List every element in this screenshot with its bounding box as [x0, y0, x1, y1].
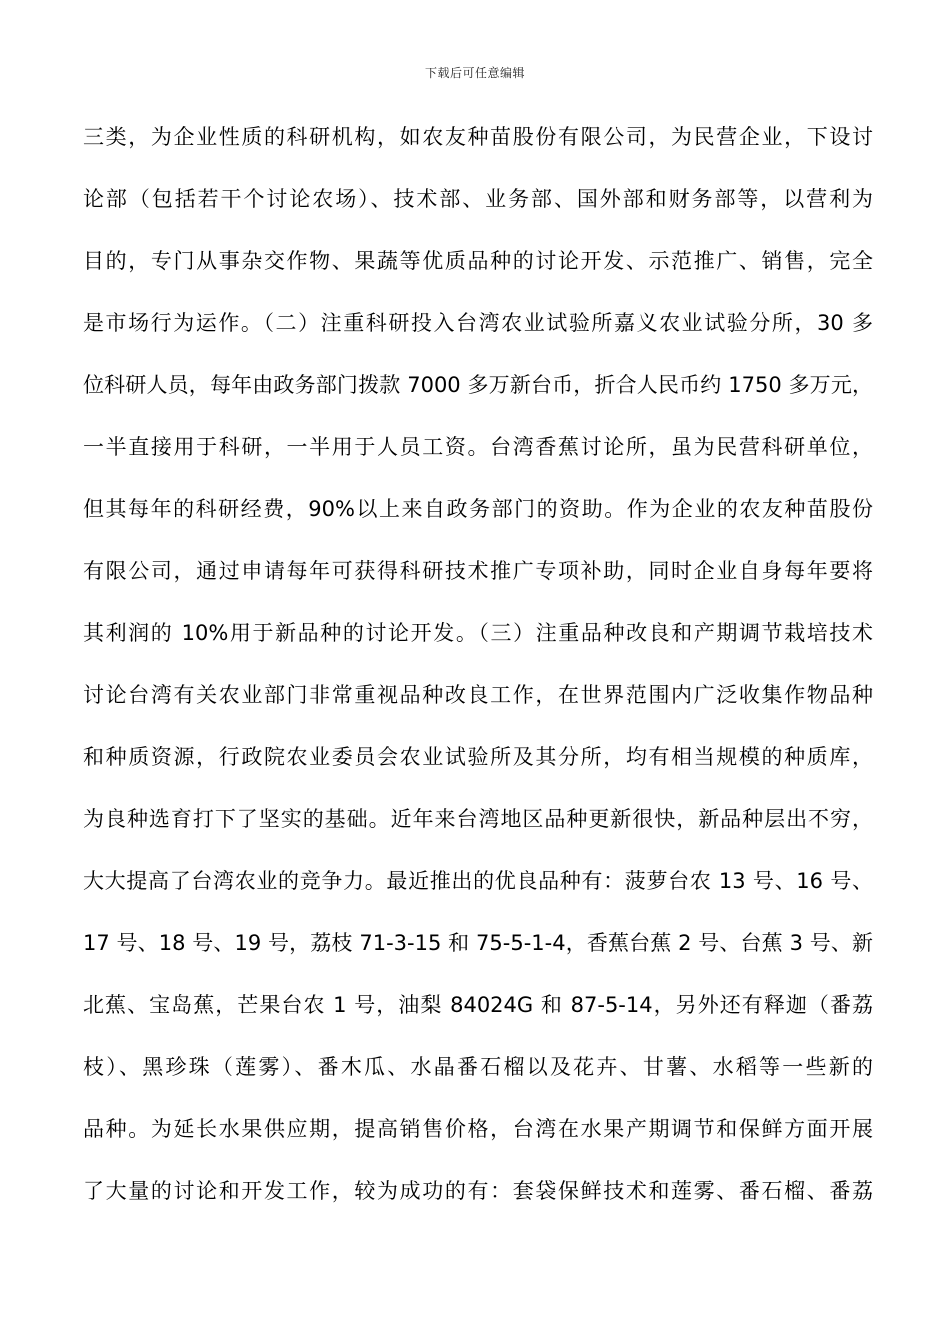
text-line: 位科研人员，每年由政务部门拨款 7000 多万新台币，折合人民币约 1750 多万元， [83, 373, 873, 397]
text-line: 三类，为企业性质的科研机构，如农友种苗股份有限公司，为民营企业，下设讨 [83, 125, 873, 149]
text-line: 北蕉、宝岛蕉，芒果台农 1 号，油梨 84024G 和 87-5-14，另外还有释迦（番荔 [83, 993, 873, 1017]
text-line: 了大量的讨论和开发工作，较为成功的有：套袋保鲜技术和莲雾、番石榴、番荔 [83, 1179, 873, 1203]
text-line: 一半直接用于科研，一半用于人员工资。台湾香蕉讨论所，虽为民营科研单位， [83, 435, 873, 459]
text-line: 和种质资源，行政院农业委员会农业试验所及其分所，均有相当规模的种质库， [83, 745, 873, 769]
text-line: 枝）、黑珍珠（莲雾）、番木瓜、水晶番石榴以及花卉、甘薯、水稻等一些新的 [83, 1055, 873, 1079]
text-line: 但其每年的科研经费，90%以上来自政务部门的资助。作为企业的农友种苗股份 [83, 497, 873, 521]
page-header-note: 下载后可任意编辑 [424, 66, 525, 80]
text-line: 讨论台湾有关农业部门非常重视品种改良工作，在世界范围内广泛收集作物品种 [83, 683, 873, 707]
text-line: 论部（包括若干个讨论农场）、技术部、业务部、国外部和财务部等，以营利为 [83, 187, 873, 211]
text-line: 17 号、18 号、19 号，荔枝 71-3-15 和 75-5-1-4，香蕉台蕉 2 号、台蕉 3 号、新 [83, 931, 873, 955]
text-line: 目的，专门从事杂交作物、果蔬等优质品种的讨论开发、示范推广、销售，完全 [83, 249, 873, 273]
text-line: 大大提高了台湾农业的竞争力。最近推出的优良品种有：菠萝台农 13 号、16 号、 [83, 869, 873, 893]
text-line: 品种。为延长水果供应期，提高销售价格，台湾在水果产期调节和保鲜方面开展 [83, 1117, 873, 1141]
document-body [83, 115, 873, 1231]
text-line: 其利润的 10%用于新品种的讨论开发。（三）注重品种改良和产期调节栽培技术 [83, 621, 873, 645]
text-line: 为良种选育打下了坚实的基础。近年来台湾地区品种更新很快，新品种层出不穷， [83, 807, 873, 831]
text-line: 是市场行为运作。（二）注重科研投入台湾农业试验所嘉义农业试验分所，30 多 [83, 311, 873, 335]
text-line: 有限公司，通过申请每年可获得科研技术推广专项补助，同时企业自身每年要将 [83, 559, 873, 583]
